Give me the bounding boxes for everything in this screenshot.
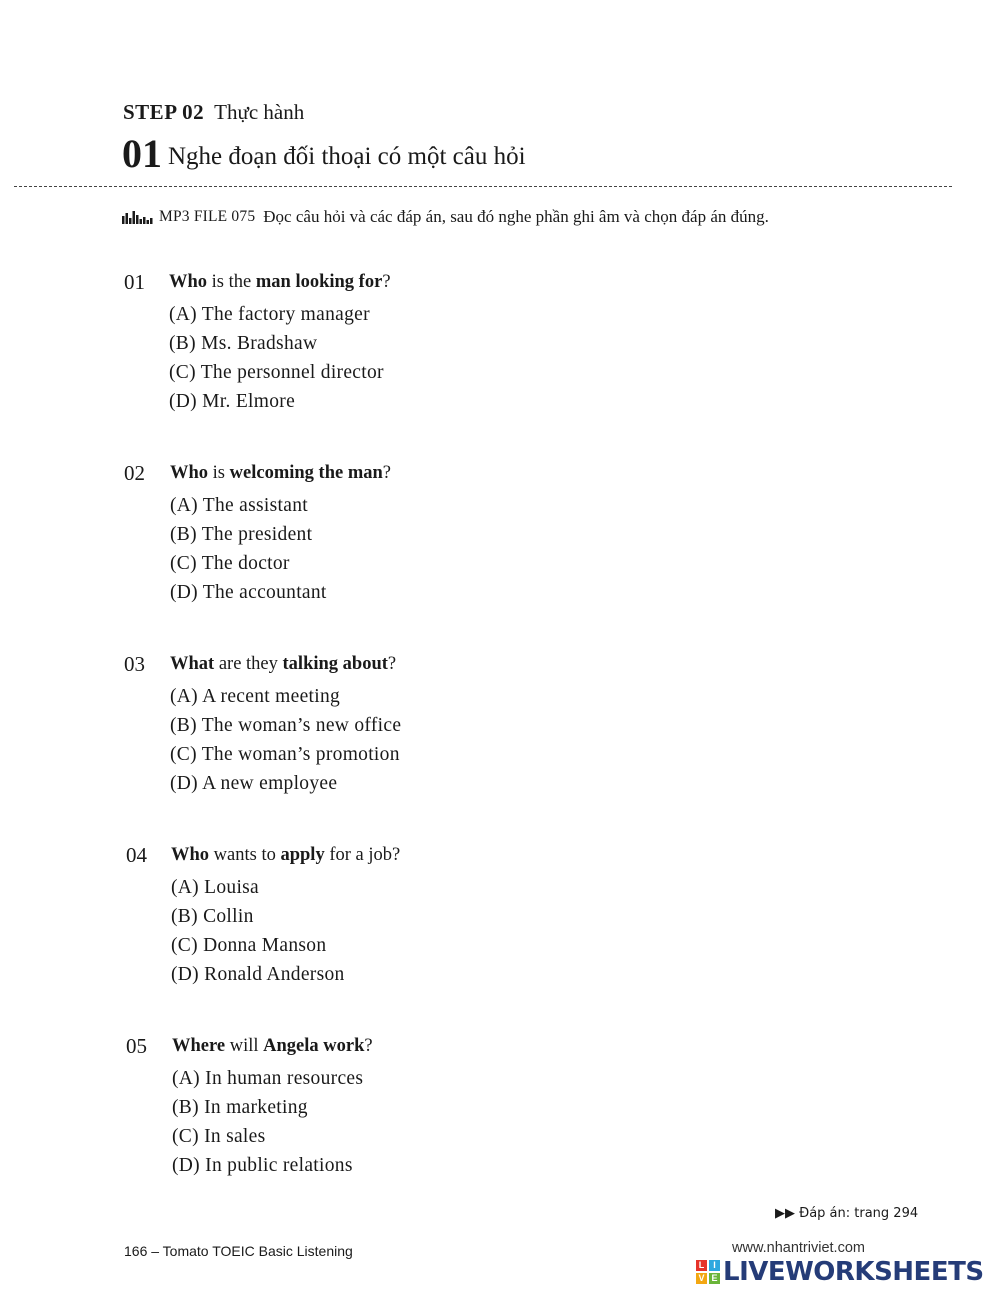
question-keyword: welcoming the man: [229, 463, 383, 483]
question-number: 05: [126, 1034, 147, 1058]
question-fragment: ?: [387, 654, 397, 674]
answer-option: (A) The factory manager: [169, 304, 370, 325]
question-number: 04: [126, 843, 147, 867]
answer-option: (B) In marketing: [172, 1097, 308, 1118]
question-fragment: is the: [207, 272, 256, 292]
answer-reference: ▶▶ Đáp án: trang 294: [775, 1206, 919, 1221]
mp3-file-label: MP3 FILE 075: [159, 208, 256, 225]
question-text: [171, 845, 400, 866]
audio-bars-icon: [122, 210, 154, 224]
answer-option: (A) The assistant: [170, 495, 308, 516]
logo-letter: V: [696, 1273, 707, 1284]
answer-option: (B) The woman’s new office: [170, 715, 402, 736]
question-text: [170, 463, 391, 484]
question-keyword: What: [170, 654, 215, 674]
answer-option: (A) Louisa: [171, 877, 260, 898]
question-fragment: are they: [214, 654, 283, 674]
logo-wordmark: LIVEWORKSHEETS: [723, 1257, 984, 1287]
question-keyword: Who: [169, 272, 208, 292]
question-fragment: ?: [382, 463, 391, 483]
answer-option: (D) In public relations: [172, 1155, 353, 1176]
publisher-site: www.nhantriviet.com: [732, 1240, 865, 1256]
answer-option: (A) A recent meeting: [170, 686, 341, 707]
answer-option: (C) In sales: [172, 1126, 266, 1147]
question-keyword: Who: [170, 463, 209, 483]
question-keyword: Where: [172, 1036, 226, 1056]
dashed-divider: [14, 186, 952, 187]
answer-option: (D) Mr. Elmore: [169, 391, 296, 412]
answer-option: (C) Donna Manson: [171, 935, 327, 956]
answer-option: (D) Ronald Anderson: [171, 964, 345, 985]
question-keyword: man looking for: [255, 272, 383, 292]
answer-option: (C) The personnel director: [169, 362, 384, 383]
question-fragment: for a job?: [324, 845, 401, 865]
page-footer: 166 – Tomato TOEIC Basic Listening: [124, 1243, 353, 1259]
step-subtitle: Thực hành: [214, 100, 305, 124]
answer-option: (D) The accountant: [170, 582, 327, 603]
question-text: [169, 272, 391, 293]
question-keyword: Angela work: [263, 1036, 365, 1056]
answer-option: (B) Ms. Bradshaw: [169, 333, 318, 354]
instruction-line: [122, 207, 769, 227]
logo-letter: I: [709, 1260, 720, 1271]
step-heading: [123, 100, 304, 125]
logo-letter: L: [696, 1260, 707, 1271]
section-title: [122, 130, 526, 177]
question-text: [172, 1036, 373, 1057]
question-fragment: will: [225, 1036, 264, 1056]
answer-option: (C) The doctor: [170, 553, 290, 574]
section-number: 01: [122, 131, 162, 176]
instruction-text: Đọc câu hỏi và các đáp án, sau đó nghe phần ghi âm và chọn đáp án đúng.: [263, 207, 769, 226]
answer-option: (C) The woman’s promotion: [170, 744, 400, 765]
question-number: 03: [124, 652, 145, 676]
question-keyword: Who: [171, 845, 210, 865]
question-text: [170, 654, 396, 675]
answer-option: (B) Collin: [171, 906, 254, 927]
question-fragment: ?: [364, 1036, 373, 1056]
section-title-text: Nghe đoạn đối thoại có một câu hỏi: [168, 143, 526, 170]
question-fragment: is: [208, 463, 230, 483]
logo-letter: E: [709, 1273, 720, 1284]
question-fragment: wants to: [209, 845, 281, 865]
question-keyword: talking about: [282, 654, 388, 674]
step-label: STEP 02: [123, 100, 205, 124]
answer-option: (D) A new employee: [170, 773, 338, 794]
question-number: 02: [124, 461, 145, 485]
liveworksheets-logo: [696, 1257, 984, 1287]
answer-option: (B) The president: [170, 524, 313, 545]
question-fragment: ?: [382, 272, 391, 292]
question-keyword: apply: [280, 845, 325, 865]
answer-option: (A) In human resources: [172, 1068, 364, 1089]
logo-blocks-icon: [696, 1260, 720, 1284]
question-number: 01: [124, 270, 145, 294]
